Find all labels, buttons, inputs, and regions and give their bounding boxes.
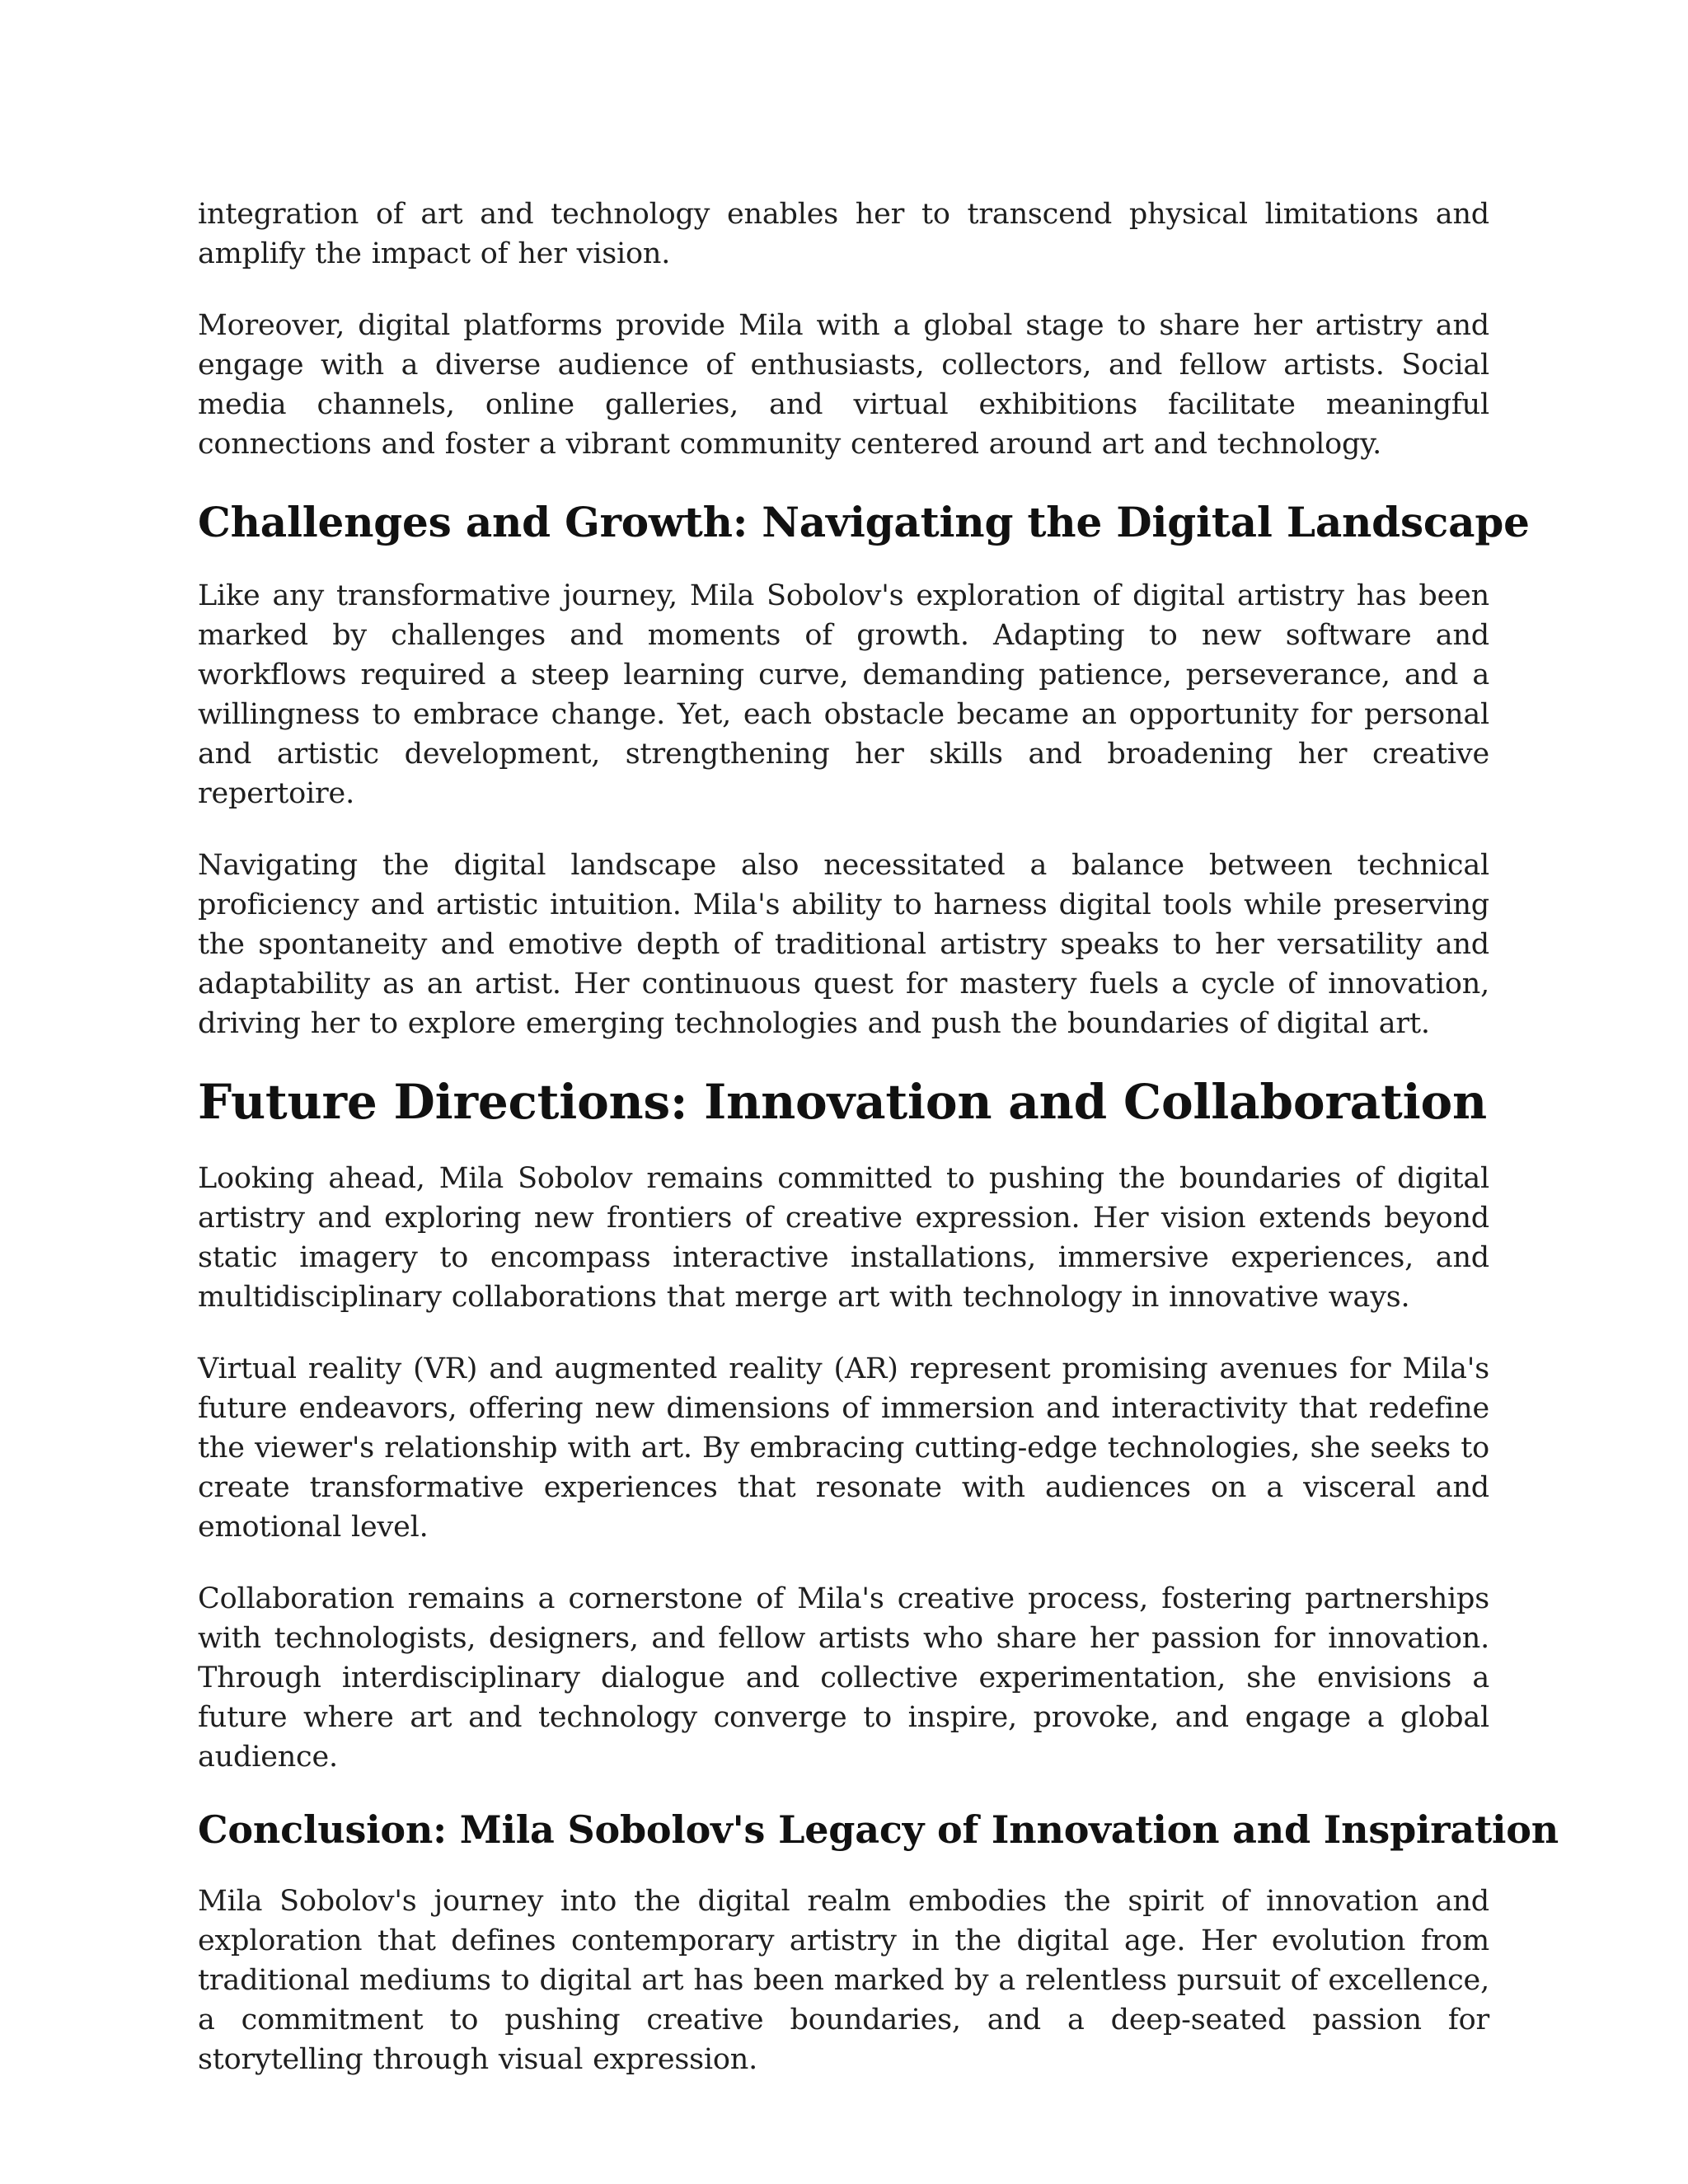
paragraph-integration: integration of art and technology enables her to transcend physical limitations and amplify the impact of her vision. — [198, 198, 1489, 270]
heading-future-directions: Future Directions: Innovation and Collaboration — [198, 1073, 1487, 1130]
document-page — [198, 194, 1559, 2079]
paragraph-collaboration: Collaboration remains a cornerstone of Mila's creative process, fostering partnerships with technologists, designers, and fellow artists who share her passion for innovation. Through interdisciplinary dialogue and collective experimentation, she envisions a future where art and technology converge to inspire, provoke, and engage a global audience. — [198, 1582, 1489, 1774]
paragraph-navigating-landscape: Navigating the digital landscape also necessitated a balance between technical proficiency and artistic intuition. Mila's ability to harness digital tools while preserving the spontaneity and emotive depth of traditional artistry speaks to her versatility and adaptability as an artist. Her continuous quest for mastery fuels a cycle of innovation, driving her to explore emerging technologies and push the boundaries of digital art. — [198, 848, 1489, 1040]
paragraph-transformative-journey: Like any transformative journey, Mila Sobolov's exploration of digital artistry has been marked by challenges and moments of growth. Adapting to new software and workflows required a steep learning curve, demanding patience, perseverance, and a willingness to embrace change. Yet, each obstacle became an opportunity for personal and artistic development, strengthening her skills and broadening her creative repertoire. — [198, 579, 1489, 810]
paragraph-vr-ar: Virtual reality (VR) and augmented reality (AR) represent promising avenues for Mila's future endeavors, offering new dimensions of immersion and interactivity that redefine the viewer's relationship with art. By embracing cutting-edge technologies, she seeks to create transformative experiences that resonate with audiences on a visceral and emotional level. — [198, 1352, 1489, 1544]
heading-challenges-and-growth: Challenges and Growth: Navigating the Digital Landscape — [198, 498, 1530, 546]
heading-conclusion: Conclusion: Mila Sobolov's Legacy of Innovation and Inspiration — [198, 1807, 1559, 1853]
paragraph-digital-platforms: Moreover, digital platforms provide Mila with a global stage to share her artistry and engage with a diverse audience of enthusiasts, collectors, and fellow artists. Social media channels, online galleries, and virtual exhibitions facilitate meaningful connections and foster a vibrant community centered around art and technology. — [198, 309, 1489, 461]
paragraph-looking-ahead: Looking ahead, Mila Sobolov remains committed to pushing the boundaries of digital artistry and exploring new frontiers of creative expression. Her vision extends beyond static imagery to encompass interactive installations, immersive experiences, and multidisciplinary collaborations that merge art with technology in innovative ways. — [198, 1162, 1489, 1315]
paragraph-conclusion: Mila Sobolov's journey into the digital realm embodies the spirit of innovation and exploration that defines contemporary artistry in the digital age. Her evolution from traditional mediums to digital art has been marked by a relentless pursuit of excellence, a commitment to pushing creative boundaries, and a deep-seated passion for storytelling through visual expression. — [198, 1885, 1489, 2077]
